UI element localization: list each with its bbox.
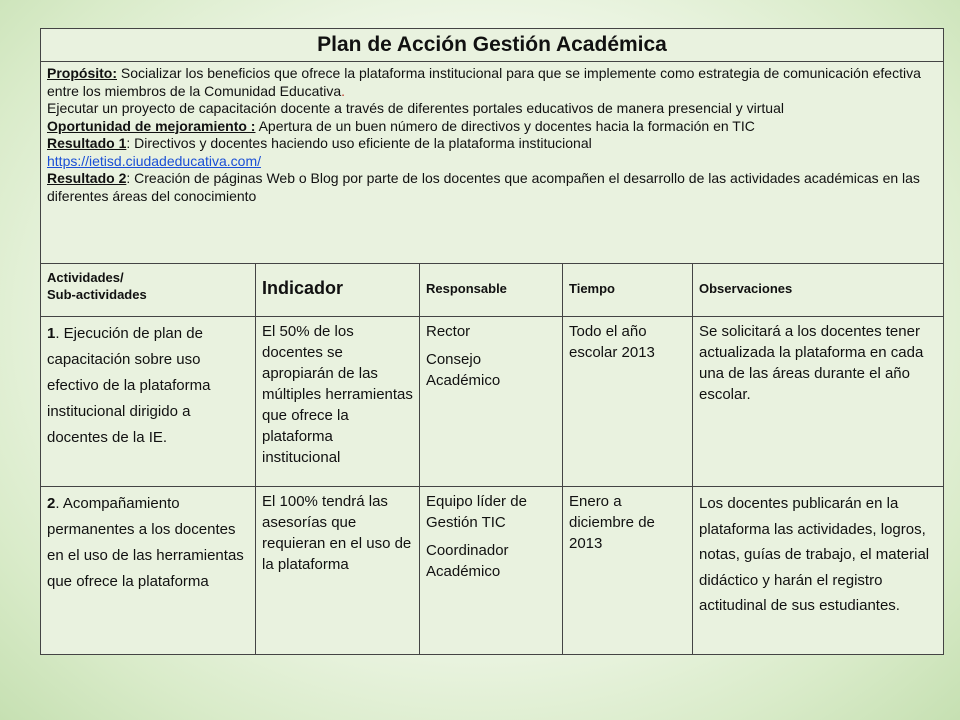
row2-responsible-2: Coordinador Académico xyxy=(426,542,509,580)
purpose-label: Propósito: xyxy=(47,65,117,81)
opportunity-label: Oportunidad de mejoramiento : xyxy=(47,117,256,134)
row2-responsible xyxy=(420,487,563,655)
row1-responsible-1: Rector xyxy=(426,323,471,340)
table-row xyxy=(41,317,944,487)
header-observations: Observaciones xyxy=(699,281,793,296)
result1-text: : Directivos y docentes haciendo uso eficiente de la plataforma institucional xyxy=(126,135,592,151)
row2-time: Enero a diciembre de 2013 xyxy=(563,487,693,655)
header-activities-line2: Sub-actividades xyxy=(47,287,147,302)
link-paragraph xyxy=(47,153,937,171)
header-responsible: Responsable xyxy=(426,281,507,296)
row1-observations: Se solicitará a los docentes tener actualizada la plataforma en cada una de las áreas durante el año escolar. xyxy=(693,317,944,487)
row2-activity xyxy=(41,487,256,655)
page-title: Plan de Acción Gestión Académica xyxy=(317,33,667,56)
header-observations-cell xyxy=(693,264,944,317)
purpose-line2: Ejecutar un proyecto de capacitación docente a través de diferentes portales educativos de manera presencial y virtual xyxy=(47,100,784,116)
row1-activity-text: . Ejecución de plan de capacitación sobre uso efectivo de la plataforma institucional dirigido a docentes de la IE. xyxy=(47,325,211,446)
row1-activity xyxy=(41,317,256,487)
header-time-cell xyxy=(563,264,693,317)
header-time: Tiempo xyxy=(569,281,615,296)
opportunity-text: Apertura de un buen número de directivos y docentes hacia la formación en TIC xyxy=(255,117,755,134)
header-responsible-cell xyxy=(420,264,563,317)
row1-indicator: El 50% de los docentes se apropiarán de las múltiples herramientas que ofrece la plataforma institucional xyxy=(256,317,420,487)
purpose-period: . xyxy=(341,82,346,99)
row2-number: 2 xyxy=(47,495,56,512)
header-activities-line1: Actividades/ xyxy=(47,270,124,285)
purpose-paragraph xyxy=(47,65,937,100)
result2-paragraph xyxy=(47,170,937,205)
platform-link[interactable]: https://ietisd.ciudadeducativa.com/ xyxy=(47,152,262,169)
action-plan-table xyxy=(40,28,944,655)
title-cell xyxy=(41,29,944,62)
row2-activity-text: . Acompañamiento permanentes a los docentes en el uso de las herramientas que ofrece la plataforma xyxy=(47,495,244,590)
row1-number: 1 xyxy=(47,325,56,342)
row1-responsible-2: Consejo Académico xyxy=(426,351,501,389)
result2-label: Resultado 2 xyxy=(47,170,127,186)
row2-indicator: El 100% tendrá las asesorías que requieran en el uso de la plataforma xyxy=(256,487,420,655)
header-indicator: Indicador xyxy=(262,278,344,298)
result2-text: : Creación de páginas Web o Blog por parte de los docentes que acompañen el desarrollo de las actividades académicas en las diferentes áreas del conocimiento xyxy=(47,170,920,204)
opportunity-paragraph xyxy=(47,118,937,136)
row1-responsible xyxy=(420,317,563,487)
row2-responsible-1: Equipo líder de Gestión TIC xyxy=(426,493,527,531)
row2-observations: Los docentes publicarán en la plataforma las actividades, logros, notas, guías de trabajo, el material didáctico y harán el registro actitudinal de sus estudiantes. xyxy=(693,487,944,655)
header-activities xyxy=(41,264,256,317)
result1-label: Resultado 1 xyxy=(47,135,127,151)
header-indicator-cell xyxy=(256,264,420,317)
table-row xyxy=(41,487,944,655)
result1-paragraph xyxy=(47,135,937,153)
row1-time: Todo el año escolar 2013 xyxy=(563,317,693,487)
purpose-text: Socializar los beneficios que ofrece la plataforma institucional para que se implemente como estrategia de comunicación efectiva entre los miembros de la Comunidad Educativa xyxy=(47,65,921,99)
purpose-section xyxy=(41,62,944,264)
